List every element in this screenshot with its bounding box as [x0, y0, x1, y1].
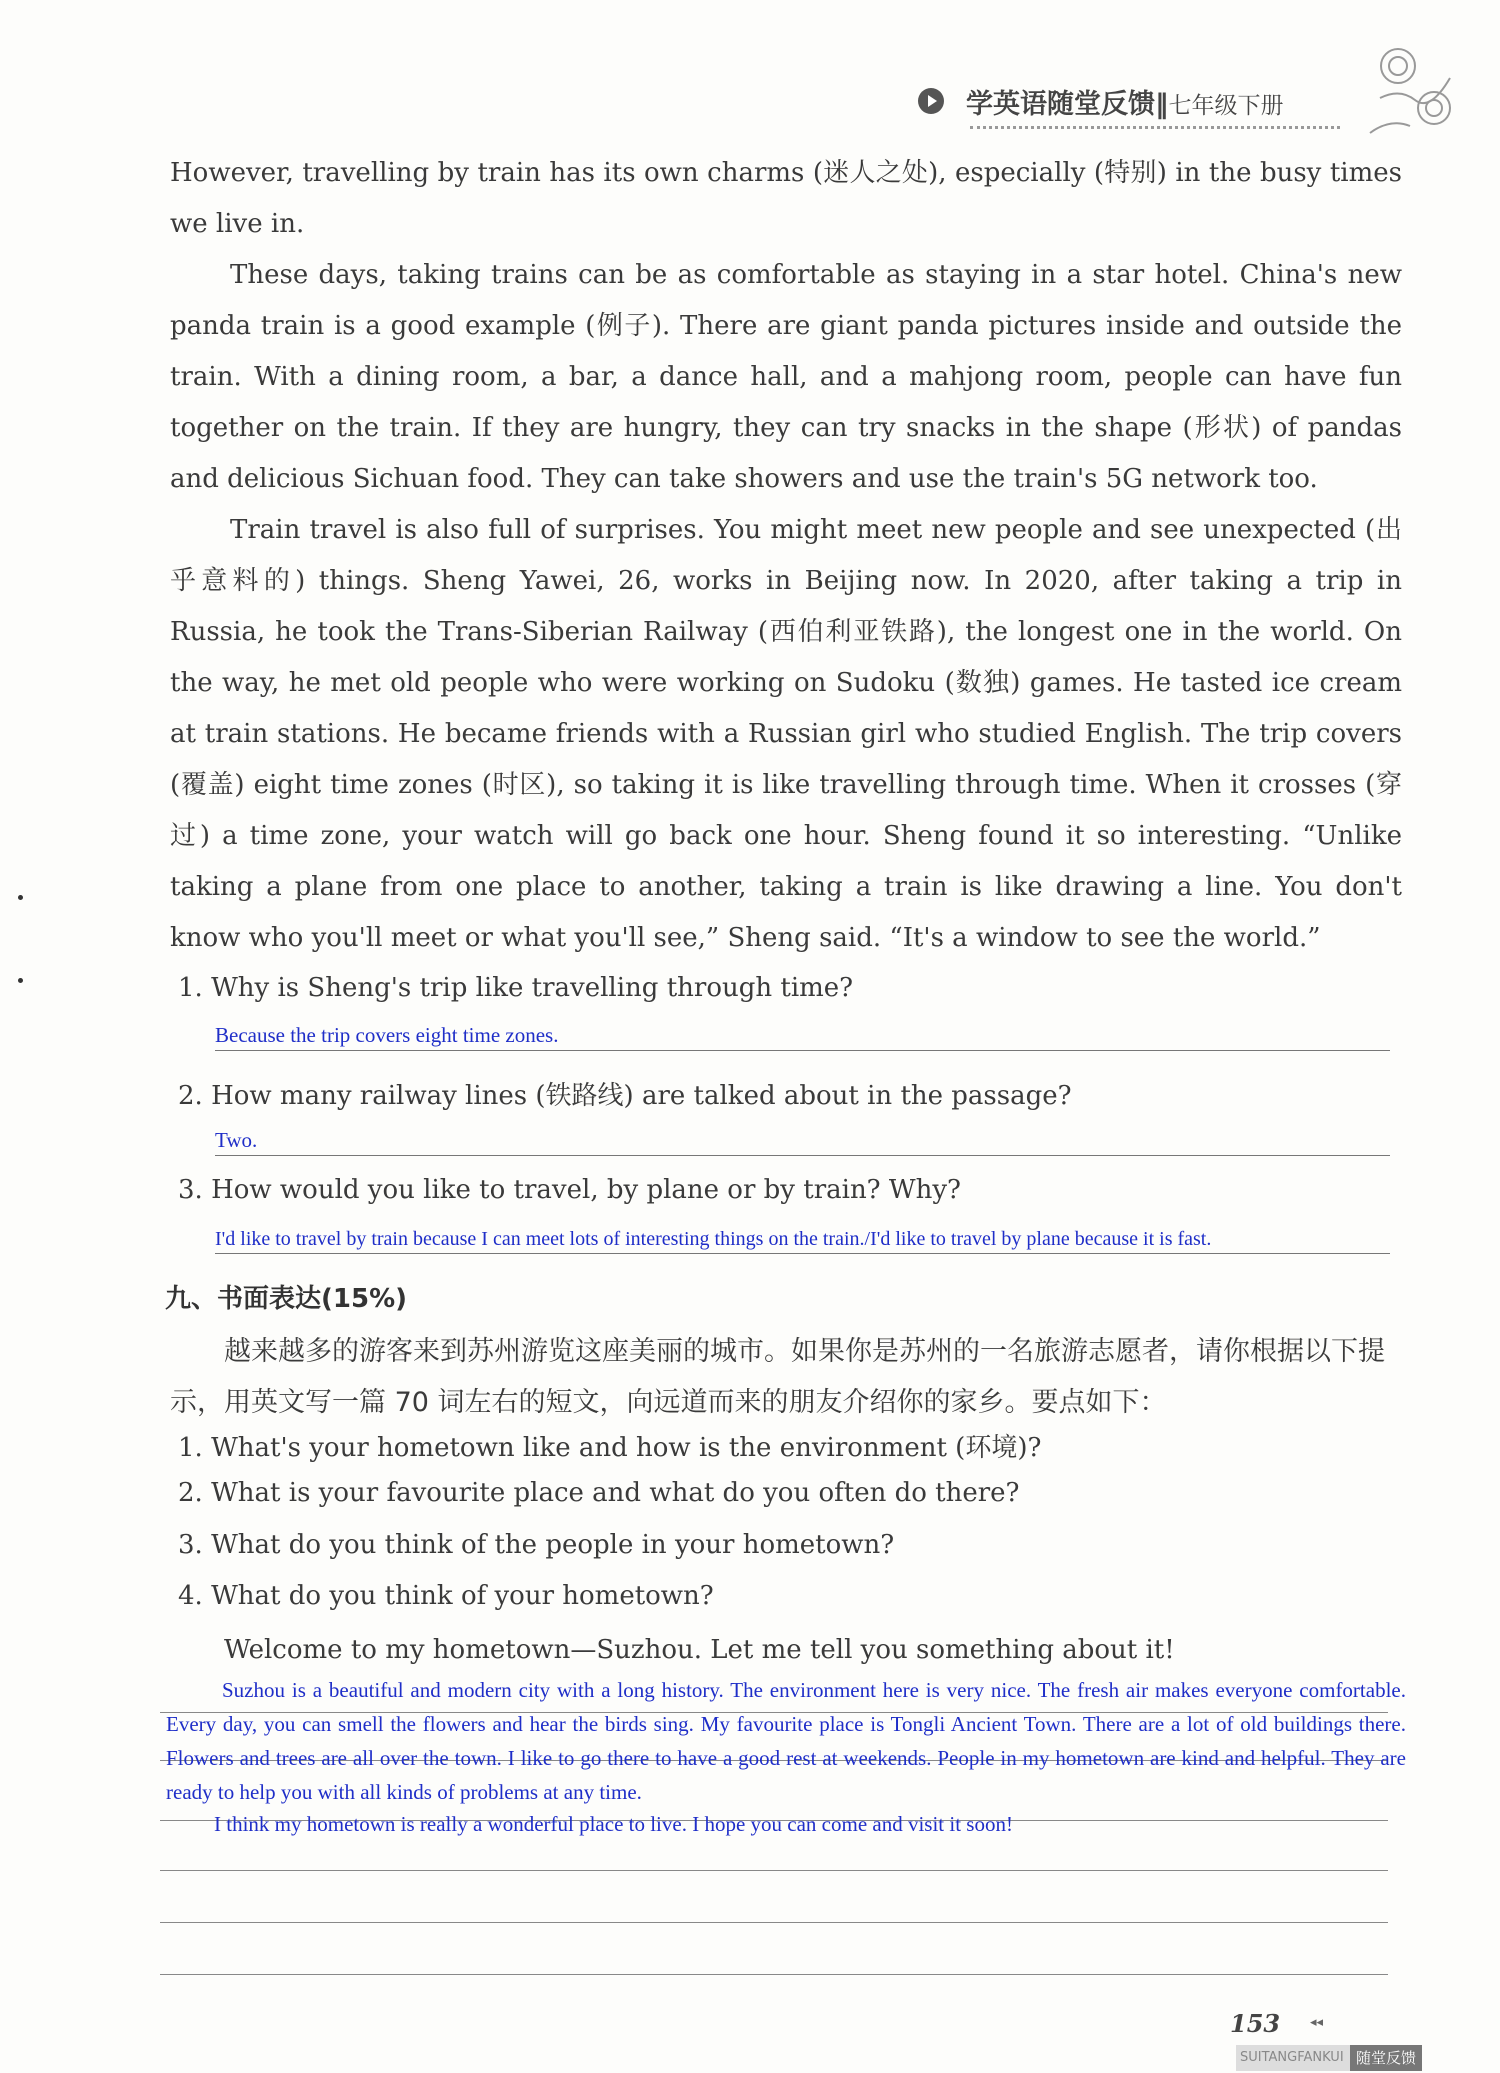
writing-point-4: 4. What do you think of your hometown? [178, 1581, 714, 1611]
writing-point-1: 1. What's your hometown like and how is the environment (环境)? [178, 1433, 1042, 1463]
passage-paragraph-3: Train travel is also full of surprises. You might meet new people and see unexpected (出乎意料的) things. Sheng Yawei, 26, works in Beijing now. In 2020, after taking a trip in Russia, he took the Trans-Siberian Railway (西伯利亚铁路), the longest one in the world. On the way, he met old people who were working on Sudoku (数独) games. He tasted ice cream at train stations. He became friends with a Russian girl who studied English. The trip covers (覆盖) eight time zones (时区), so taking it is like travelling through time. When it crosses (穿过) a time zone, your watch will go back one hour. Sheng found it so interesting. “Unlike taking a plane from one place to another, taking a train is like drawing a line. You don't know who you'll meet or what you'll see,” Sheng said. “It's a window to see the world.” [170, 515, 1402, 953]
play-icon [918, 88, 944, 114]
page-header [900, 82, 1340, 122]
passage-paragraph-1: However, travelling by train has its own charms (迷人之处), especially (特别) in the busy times we live in. [170, 158, 1402, 239]
answer-3: I'd like to travel by train because I can meet lots of interesting things on the train./I'd like to travel by plane because it is fast. [215, 1228, 1390, 1254]
writing-point-3: 3. What do you think of the people in your hometown? [178, 1530, 895, 1560]
essay-closing: I think my hometown is really a wonderful place to live. I hope you can come and visit it soon! [214, 1812, 1013, 1836]
writing-line [160, 1922, 1388, 1923]
answer-1: Because the trip covers eight time zones. [215, 1023, 1390, 1051]
writing-line [160, 1870, 1388, 1871]
answer-2: Two. [215, 1128, 1390, 1156]
margin-dot [18, 895, 23, 900]
margin-dot [18, 978, 23, 983]
footer-brand [1236, 2045, 1422, 2071]
question-3: 3. How would you like to travel, by plane or by train? Why? [178, 1175, 961, 1205]
grade-label: 七年级下册 [1168, 93, 1284, 119]
page-number: 153 [1230, 2009, 1281, 2038]
writing-opening-line: Welcome to my hometown—Suzhou. Let me tell you something about it! [224, 1635, 1175, 1665]
title-separator: ‖ [1155, 89, 1169, 120]
book-title-text: 学英语随堂反馈 [966, 89, 1155, 120]
brand-latin: SUITANGFANKUI [1240, 2050, 1344, 2065]
writing-line [160, 1974, 1388, 1975]
question-2: 2. How many railway lines (铁路线) are talked about in the passage? [178, 1081, 1072, 1111]
question-1: 1. Why is Sheng's trip like travelling through time? [178, 973, 854, 1003]
essay-body: Suzhou is a beautiful and modern city with a long history. The environment here is very nice. The fresh air makes everyone comfortable. Every day, you can smell the flowers and hear the birds sing. My favourite place is Tongli Ancient Town. There are a lot of old buildings there. Flowers and trees are all over the town. I like to go there to have a good rest at weekends. People in my hometown are kind and helpful. They are ready to help you with all kinds of problems at any time. [166, 1678, 1406, 1804]
brand-chinese: 随堂反馈 [1350, 2045, 1422, 2071]
section-title-writing: 九、书面表达(15%) [165, 1284, 407, 1314]
back-arrows-icon: ◂◂ [1310, 2015, 1324, 2030]
flower-icon [1360, 38, 1470, 148]
writing-prompt: 越来越多的游客来到苏州游览这座美丽的城市。如果你是苏州的一名旅游志愿者，请你根据以下提示，用英文写一篇 70 词左右的短文，向远道而来的朋友介绍你的家乡。要点如下： [170, 1336, 1385, 1418]
passage-paragraph-2: These days, taking trains can be as comfortable as staying in a star hotel. China's new panda train is a good example (例子). There are giant panda pictures inside and outside the train. With a dining room, a bar, a dance hall, and a mahjong room, people can have fun together on the train. If they are hungry, they can try snacks in the shape (形状) of pandas and delicious Sichuan food. They can take showers and use the train's 5G network too. [170, 260, 1402, 494]
writing-point-2: 2. What is your favourite place and what do you often do there? [178, 1478, 1020, 1508]
book-title [966, 82, 1284, 121]
header-dotted-rule [970, 126, 1340, 129]
